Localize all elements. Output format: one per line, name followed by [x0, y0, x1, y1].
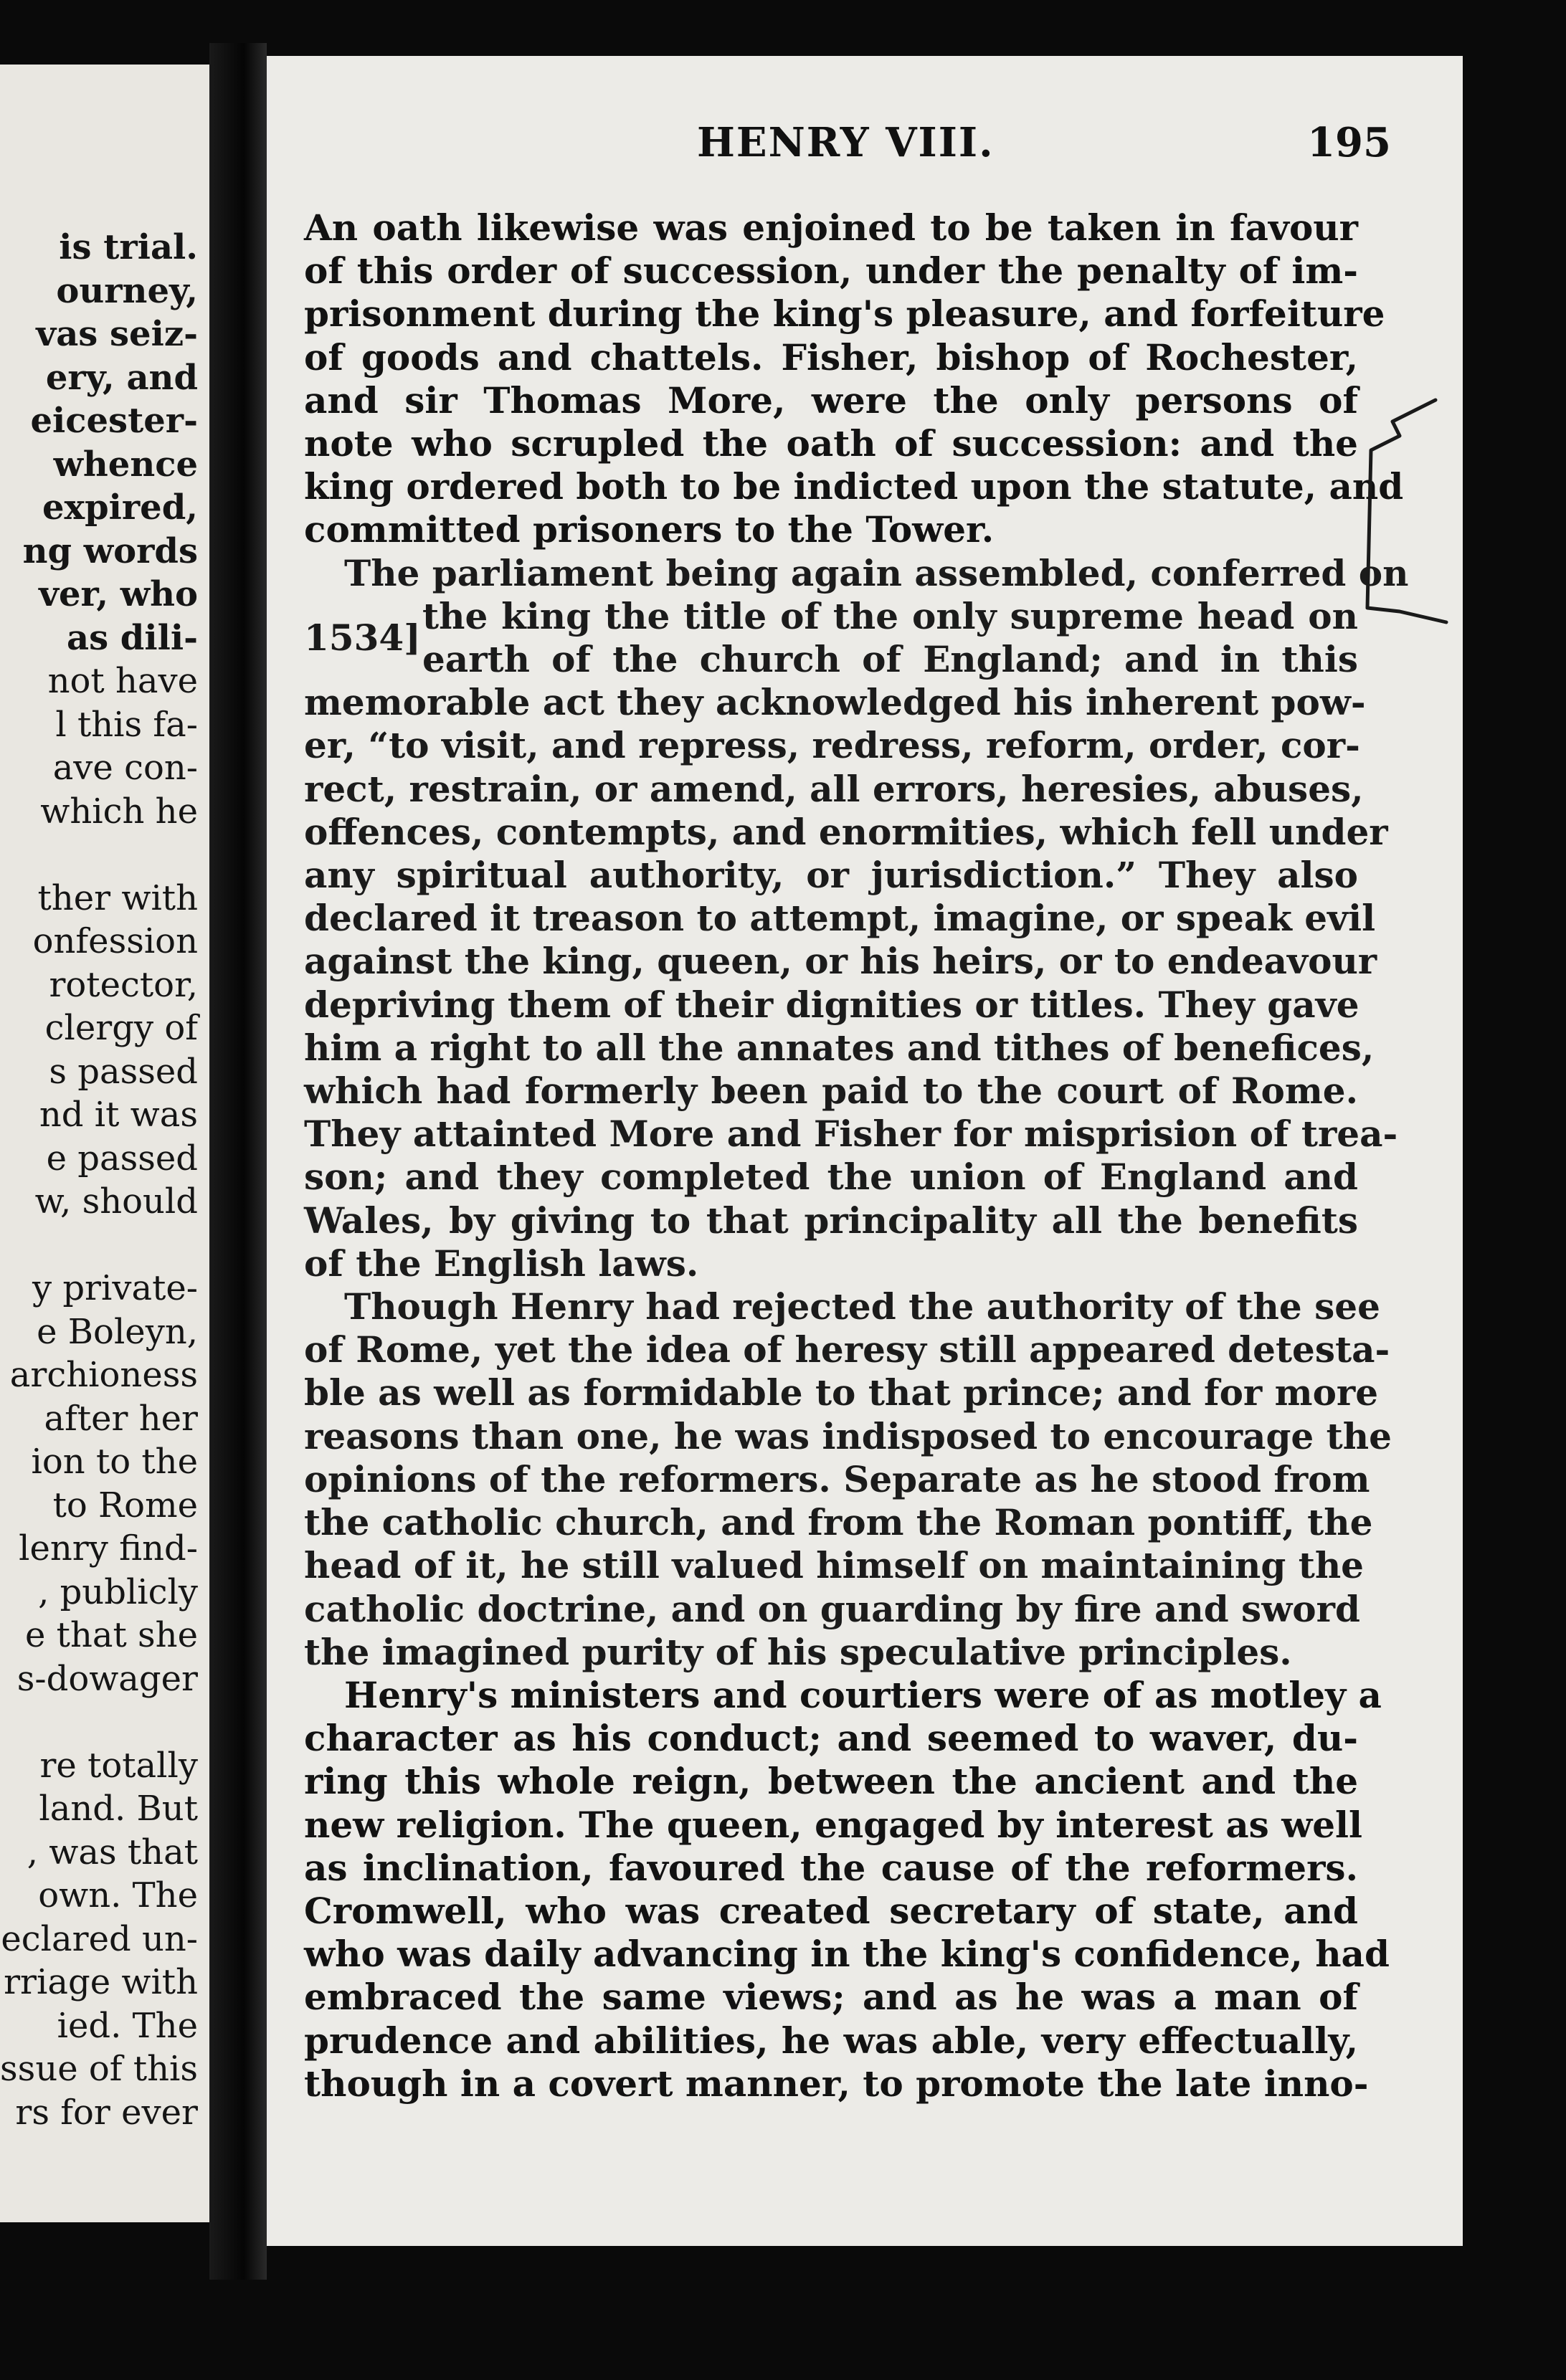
- text-line: prudence and abilities, he was able, very effectually,: [304, 2019, 1358, 2062]
- previous-page-line: archioness: [9, 1355, 198, 1395]
- previous-page-line: e passed: [46, 1138, 198, 1179]
- text-line: ble as well as formidable to that prince; and for more: [304, 1371, 1379, 1414]
- previous-page-line: land. But: [39, 1789, 198, 1829]
- text-line: Wales, by giving to that principality all the benefits: [304, 1199, 1358, 1242]
- paragraph-oath-of-succession: [304, 206, 1404, 552]
- text-line: They attainted More and Fisher for misprision of trea-: [304, 1113, 1398, 1156]
- line-gap: [0, 1700, 198, 1744]
- text-line: of this order of succession, under the penalty of im-: [304, 249, 1358, 292]
- text-line: An oath likewise was enjoined to be taken in favour: [304, 206, 1358, 249]
- previous-page-line: y private-: [32, 1268, 198, 1308]
- previous-page-fragment: [0, 65, 209, 2222]
- previous-page-line: eclared un-: [1, 1918, 198, 1959]
- text-line: who was daily advancing in the king's confidence, had: [304, 1933, 1390, 1976]
- dated-lines: [304, 595, 1358, 681]
- text-line: Henry's ministers and courtiers were of as motley a: [344, 1673, 1382, 1716]
- text-line: note who scrupled the oath of succession: and the: [304, 422, 1358, 465]
- previous-page-line: s-dowager: [16, 1658, 198, 1699]
- text-line: committed prisoners to the Tower.: [304, 508, 995, 551]
- text-line: against the king, queen, or his heirs, or to endeavour: [304, 940, 1377, 983]
- text-line: memorable act they acknowledged his inherent pow-: [304, 681, 1366, 724]
- text-line: The parliament being again assembled, conferred on: [344, 551, 1409, 594]
- text-line: catholic doctrine, and on guarding by fire and sword: [304, 1587, 1360, 1630]
- previous-page-line: own. The: [38, 1875, 198, 1915]
- previous-page-line: e that she: [25, 1615, 198, 1655]
- current-page: [267, 56, 1463, 2246]
- previous-page-line: ver, who: [39, 574, 198, 614]
- text-line: Though Henry had rejected the authority of the see: [344, 1285, 1380, 1328]
- text-line: the king the title of the only supreme head on: [422, 594, 1358, 637]
- previous-page-line: ther with: [37, 877, 198, 918]
- text-line: opinions of the reformers. Separate as he stood from: [304, 1457, 1370, 1500]
- previous-page-line: after her: [44, 1398, 198, 1439]
- text-line: new religion. The queen, engaged by interest as well: [304, 1803, 1363, 1846]
- text-line: character as his conduct; and seemed to waver, du-: [304, 1717, 1358, 1760]
- previous-page-line: , was that: [27, 1832, 198, 1872]
- previous-page-line: expired,: [42, 487, 198, 528]
- previous-page-line: l this fa-: [55, 704, 198, 745]
- text-line: er, “to visit, and repress, redress, reform, order, cor-: [304, 724, 1360, 767]
- dated-lines-text: [422, 595, 1358, 681]
- text-line: of Rome, yet the idea of heresy still appeared detesta-: [304, 1328, 1390, 1371]
- text-line: which had formerly been paid to the court of Rome.: [304, 1070, 1358, 1113]
- text-line: of goods and chattels. Fisher, bishop of Rochester,: [304, 335, 1358, 379]
- previous-page-line: onfession: [32, 921, 198, 961]
- previous-page-line: ssue of this: [0, 2049, 198, 2089]
- previous-page-line: as dili-: [66, 617, 198, 658]
- previous-page-line: to Rome: [52, 1485, 198, 1525]
- paragraph-heresy: [304, 1285, 1392, 1674]
- text-line: Cromwell, who was created secretary of state, and: [304, 1889, 1358, 1932]
- previous-page-line: ng words: [22, 530, 198, 571]
- previous-page-line: e Boleyn,: [37, 1311, 198, 1352]
- previous-page-line: vas seiz-: [36, 314, 198, 354]
- text-line: son; and they completed the union of England and: [304, 1156, 1358, 1199]
- previous-page-line: s passed: [49, 1051, 198, 1092]
- book-gutter: [209, 43, 267, 2280]
- line-gap: [0, 833, 198, 877]
- previous-page-line: ourney,: [56, 270, 198, 311]
- text-line: any spiritual authority, or jurisdiction.” They also: [304, 854, 1358, 897]
- text-line: declared it treason to attempt, imagine, or speak evil: [304, 897, 1376, 940]
- previous-page-line: , publicly: [38, 1571, 198, 1612]
- previous-page-line: lenry find-: [19, 1528, 198, 1569]
- text-line: reasons than one, he was indisposed to encourage the: [304, 1414, 1392, 1457]
- previous-page-text: [0, 226, 198, 2134]
- previous-page-line: is trial.: [59, 227, 198, 267]
- paragraph-supreme-head: [304, 551, 1409, 1285]
- previous-page-line: ied. The: [57, 2005, 198, 2046]
- margin-date: 1534]: [304, 616, 421, 659]
- previous-page-line: clergy of: [44, 1008, 198, 1048]
- text-line: and sir Thomas More, were the only persons of: [304, 379, 1358, 422]
- text-line: though in a covert manner, to promote the late inno-: [304, 2062, 1369, 2105]
- previous-page-line: nd it was: [39, 1095, 198, 1135]
- previous-page-line: ery, and: [45, 357, 198, 398]
- text-line: as inclination, favoured the cause of the reformers.: [304, 1846, 1358, 1889]
- page-header: [267, 119, 1463, 176]
- paragraph-ministers: [304, 1673, 1390, 2105]
- handwritten-bracket-mark: [1349, 393, 1450, 629]
- text-line: offences, contempts, and enormities, which fell under: [304, 810, 1388, 853]
- previous-page-line: eicester-: [30, 401, 198, 441]
- previous-page-line: rriage with: [4, 1962, 198, 2002]
- previous-page-line: ave con-: [52, 748, 198, 788]
- previous-page-line: which he: [40, 791, 198, 832]
- text-line: depriving them of their dignities or titles. They gave: [304, 983, 1359, 1026]
- previous-page-line: ion to the: [31, 1442, 198, 1482]
- previous-page-line: rs for ever: [15, 2092, 198, 2133]
- text-line: embraced the same views; and as he was a man of: [304, 1976, 1358, 2019]
- previous-page-line: w, should: [34, 1181, 198, 1222]
- text-line: of the English laws.: [304, 1242, 699, 1285]
- text-line: head of it, he still valued himself on maintaining the: [304, 1544, 1364, 1587]
- text-line: prisonment during the king's pleasure, and forfeiture: [304, 292, 1385, 335]
- text-line: him a right to all the annates and tithes of benefices,: [304, 1026, 1375, 1069]
- running-head: HENRY VIII.: [697, 119, 995, 166]
- previous-page-line: re totally: [39, 1745, 198, 1786]
- text-line: king ordered both to be indicted upon the statute, and: [304, 465, 1404, 508]
- previous-page-line: not have: [47, 661, 198, 701]
- line-gap: [0, 1224, 198, 1267]
- previous-page-line: rotector,: [49, 964, 198, 1005]
- page-number: 195: [1307, 119, 1391, 166]
- text-line: earth of the church of England; and in this: [422, 638, 1358, 681]
- text-line: the imagined purity of his speculative principles.: [304, 1630, 1292, 1673]
- text-line: ring this whole reign, between the ancient and the: [304, 1760, 1358, 1803]
- body-text: [304, 206, 1409, 2105]
- text-line: rect, restrain, or amend, all errors, heresies, abuses,: [304, 767, 1364, 810]
- text-line: the catholic church, and from the Roman pontiff, the: [304, 1501, 1373, 1544]
- previous-page-line: whence: [53, 444, 198, 485]
